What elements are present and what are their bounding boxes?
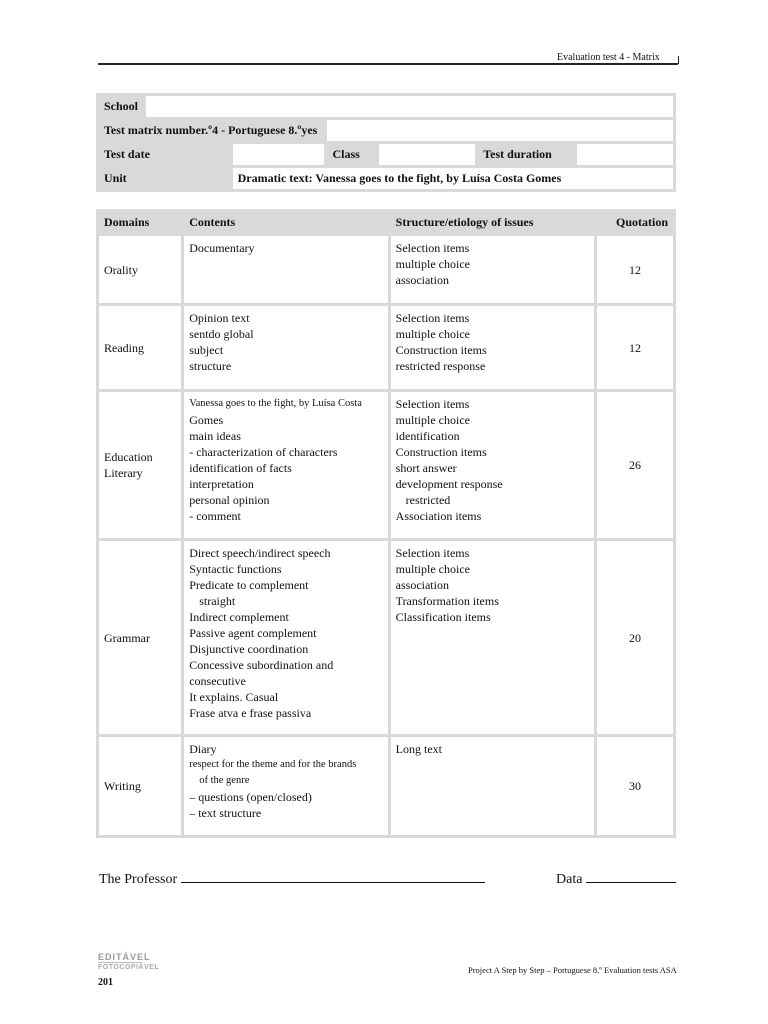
content-line: - comment — [189, 509, 241, 523]
content-line: straight — [199, 594, 236, 608]
duration-label: Test duration — [478, 144, 574, 165]
contents-cell — [184, 392, 387, 538]
domain-cell — [99, 236, 181, 303]
contents-cell — [184, 737, 387, 835]
content-line: Vanessa goes to the fight, by Luísa Costa — [189, 398, 362, 409]
test-date-row — [99, 144, 673, 165]
content-line: Passive agent complement — [189, 626, 317, 640]
structure-line: restricted — [405, 493, 451, 507]
content-line: Indirect complement — [189, 610, 289, 624]
matrix-row-reading — [99, 306, 673, 389]
logo-bottom-text: FOTOCOPIÁVEL — [98, 964, 160, 971]
structure-cell — [391, 737, 594, 835]
structure-line: multiple choice — [395, 257, 470, 271]
header-contents: Contents — [184, 212, 387, 233]
content-line: - characterization of characters — [189, 445, 338, 459]
structure-line: association — [395, 273, 449, 287]
content-line: interpretation — [189, 477, 254, 491]
content-line: Gomes — [189, 413, 224, 427]
content-line: Frase atva e frase passiva — [189, 706, 312, 720]
domain-cell — [99, 306, 181, 389]
structure-line: short answer — [395, 461, 457, 475]
matrix-table — [96, 209, 676, 838]
footer-text: Project A Step by Step – Portuguese 8.º Evaluation tests ASA — [468, 965, 677, 975]
unit-label: Unit — [99, 168, 230, 189]
domain-line: Reading — [104, 340, 144, 355]
domain-line: Literary — [104, 466, 143, 480]
test-matrix-field[interactable] — [327, 120, 673, 141]
quotation-cell: 12 — [597, 236, 673, 303]
structure-line: multiple choice — [395, 562, 470, 576]
content-line: Diary — [189, 742, 217, 756]
header-rule — [98, 63, 678, 65]
professor-line[interactable] — [181, 868, 485, 883]
structure-line: Selection items — [395, 311, 470, 325]
data-label: Data — [556, 872, 583, 887]
quotation-cell: 20 — [597, 541, 673, 734]
header-quotation: Quotation — [597, 212, 673, 233]
structure-cell — [391, 236, 594, 303]
matrix-row-orality — [99, 236, 673, 303]
quotation-cell: 26 — [597, 392, 673, 538]
quotation-cell: 12 — [597, 306, 673, 389]
unit-value: Dramatic text: Vanessa goes to the fight, by Luísa Costa Gomes — [233, 168, 673, 189]
domain-line: Grammar — [104, 630, 150, 645]
quotation-cell: 30 — [597, 737, 673, 835]
domain-cell — [99, 392, 181, 538]
content-line: of the genre — [199, 775, 250, 786]
header-title: Evaluation test 4 - Matrix — [557, 52, 660, 63]
unit-row — [99, 168, 673, 189]
content-line: identification of facts — [189, 461, 292, 475]
contents-cell — [184, 306, 387, 389]
structure-cell — [391, 541, 594, 734]
content-line: Direct speech/indirect speech — [189, 546, 331, 560]
structure-cell — [391, 306, 594, 389]
domain-cell — [99, 737, 181, 835]
domain-line: Education — [104, 450, 153, 464]
structure-line: association — [395, 578, 449, 592]
structure-cell — [391, 392, 594, 538]
professor-label: The Professor — [99, 872, 178, 887]
school-label: School — [99, 96, 143, 117]
matrix-header-row — [99, 212, 673, 233]
header-domains: Domains — [99, 212, 181, 233]
school-field[interactable] — [146, 96, 673, 117]
structure-line: multiple choice — [395, 413, 470, 427]
content-line: Disjunctive coordination — [189, 642, 309, 656]
content-line: It explains. Casual — [189, 690, 279, 704]
matrix-row-writing — [99, 737, 673, 835]
structure-line: Construction items — [395, 445, 487, 459]
content-line: Documentary — [189, 241, 255, 255]
structure-line: development response — [395, 477, 503, 491]
header-structure: Structure/etiology of issues — [391, 212, 594, 233]
content-line: structure — [189, 359, 232, 373]
content-line: main ideas — [189, 429, 241, 443]
school-row — [99, 96, 673, 117]
header-hook — [674, 56, 679, 64]
content-line: Predicate to complement — [189, 578, 309, 592]
contents-cell — [184, 236, 387, 303]
test-date-label: Test date — [99, 144, 230, 165]
content-line: Concessive subordination and — [189, 658, 334, 672]
class-field[interactable] — [379, 144, 475, 165]
structure-line: Construction items — [395, 343, 487, 357]
matrix-row-literary — [99, 392, 673, 538]
structure-line: multiple choice — [395, 327, 470, 341]
professor-signature — [99, 868, 485, 888]
content-line: personal opinion — [189, 493, 270, 507]
domain-cell — [99, 541, 181, 734]
structure-line: Transformation items — [395, 594, 499, 608]
content-line: Opinion text — [189, 311, 250, 325]
structure-line: identification — [395, 429, 460, 443]
data-line[interactable] — [586, 868, 676, 883]
matrix-row-grammar — [99, 541, 673, 734]
structure-line: Association items — [395, 509, 482, 523]
class-label: Class — [327, 144, 376, 165]
structure-line: Selection items — [395, 397, 470, 411]
structure-line: Classification items — [395, 610, 491, 624]
domain-line: Orality — [104, 262, 138, 277]
content-line: subject — [189, 343, 224, 357]
content-line: – questions (open/closed) — [189, 790, 312, 804]
structure-line: Selection items — [395, 241, 470, 255]
test-matrix-label: Test matrix number.º4 - Portuguese 8.ºyes — [99, 120, 324, 141]
contents-cell — [184, 541, 387, 734]
duration-field[interactable] — [577, 144, 673, 165]
date-signature — [556, 868, 676, 888]
content-line: sentdo global — [189, 327, 254, 341]
content-line: – text structure — [189, 806, 262, 820]
structure-line: Long text — [395, 742, 442, 756]
structure-line: Selection items — [395, 546, 470, 560]
info-table — [96, 93, 676, 192]
logo-top-text: EDITÁVEL — [98, 952, 151, 962]
content-line: Syntactic functions — [189, 562, 282, 576]
content-line: consecutive — [189, 674, 246, 688]
test-date-field[interactable] — [233, 144, 325, 165]
content-line: respect for the theme and for the brands — [189, 759, 357, 770]
page-number: 201 — [98, 977, 113, 988]
test-matrix-row — [99, 120, 673, 141]
publisher-logo — [98, 952, 160, 973]
domain-line: Writing — [104, 779, 141, 793]
structure-line: restricted response — [395, 359, 486, 373]
